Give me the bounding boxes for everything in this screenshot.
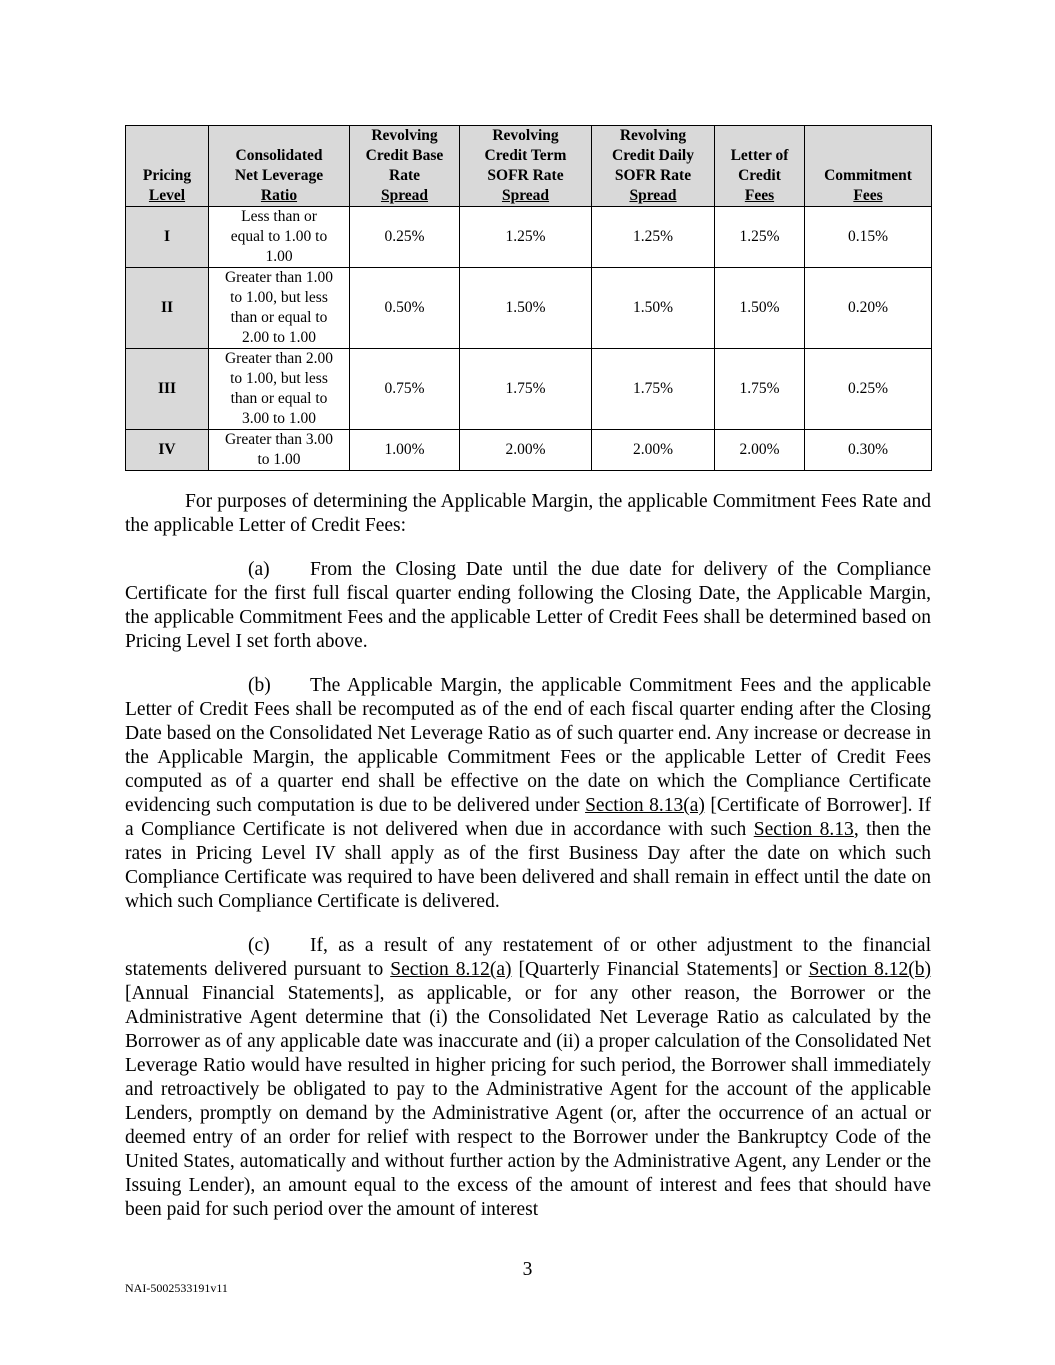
document-id: NAI-5002533191v11 [125,1281,228,1295]
paragraph-c: (c) If, as a result of any restatement of or other adjustment to the financial statements delivered pursuant to Section 8.12(a) [Quarterly Financial Statements] or Section 8.12(b) [Annual Financial Statements], as applicable, or for any other reason, the Borrower or the Administrative Agent determine that (i) the Consolidated Net Leverage Ratio as calculated by the Borrower as of any applicable date was inaccurate and (ii) a proper calculation of the Consolidated Net Leverage Ratio would have resulted in higher pricing for such period, the Borrower shall immediately and retroactively be obligated to pay to the Administrative Agent for the account of the applicable Lenders, promptly on demand by the Administrative Agent (or, after the occurrence of an actual or deemed entry of an order for relief with respect to the Borrower under the Bankruptcy Code of the United States, automatically and without further action by the Administrative Agent, any Lender or the Issuing Lender), an amount equal to the excess of the amount of interest and fees that should have been paid for such period over the amount of interest [125,935,931,1220]
table-row [126,268,932,349]
pricing-table [125,125,932,471]
pricing-level-cell: I [126,207,209,268]
letter-of-credit-fees-cell: 1.75% [715,349,805,430]
term-sofr-spread-cell: 2.00% [460,430,592,471]
ratio-cell: Greater than 2.00 to 1.00, but less than or equal to 3.00 to 1.00 [209,349,350,430]
header-daily-sofr-spread: Revolving Credit Daily SOFR Rate Spread [592,126,715,207]
header-base-rate-spread: Revolving Credit Base Rate Spread [350,126,460,207]
table-row [126,349,932,430]
term-sofr-spread-cell: 1.75% [460,349,592,430]
term-sofr-spread-cell: 1.25% [460,207,592,268]
table-header-row [126,126,932,207]
header-pricing-level: Pricing Level [126,126,209,207]
intro-paragraph: For purposes of determining the Applicable Margin, the applicable Commitment Fees Rate and the applicable Letter of Credit Fees: [125,491,931,536]
section-8-12-a-reference: Section 8.12(a) [390,959,512,980]
commitment-fees-cell: 0.25% [805,349,932,430]
daily-sofr-spread-cell: 1.50% [592,268,715,349]
page-number: 3 [522,1259,533,1280]
table-row [126,430,932,471]
letter-of-credit-fees-cell: 1.25% [715,207,805,268]
paragraph-a [125,558,931,654]
ratio-cell: Greater than 1.00 to 1.00, but less than or equal to 2.00 to 1.00 [209,268,350,349]
daily-sofr-spread-cell: 2.00% [592,430,715,471]
base-rate-spread-cell: 0.50% [350,268,460,349]
section-8-13-a-reference: Section 8.13(a) [585,795,705,816]
base-rate-spread-cell: 1.00% [350,430,460,471]
commitment-fees-cell: 0.15% [805,207,932,268]
paragraph-a-label: (a) [248,559,270,580]
base-rate-spread-cell: 0.25% [350,207,460,268]
daily-sofr-spread-cell: 1.25% [592,207,715,268]
paragraph-a-text: From the Closing Date until the due date for delivery of the Compliance Certificate for the first full fiscal quarter ending following the Closing Date, the Applicable Margin, the applicable Commitment Fees and the applicable Letter of Credit Fees shall be determined based on Pricing Level I set forth above. [125,559,931,652]
header-letter-of-credit-fees: Letter of Credit Fees [715,126,805,207]
pricing-level-cell: II [126,268,209,349]
term-sofr-spread-cell: 1.50% [460,268,592,349]
base-rate-spread-cell: 0.75% [350,349,460,430]
commitment-fees-cell: 0.20% [805,268,932,349]
letter-of-credit-fees-cell: 1.50% [715,268,805,349]
table-row [126,207,932,268]
letter-of-credit-fees-cell: 2.00% [715,430,805,471]
header-net-leverage-ratio: Consolidated Net Leverage Ratio [209,126,350,207]
header-term-sofr-spread: Revolving Credit Term SOFR Rate Spread [460,126,592,207]
ratio-cell: Greater than 3.00 to 1.00 [209,430,350,471]
pricing-level-cell: III [126,349,209,430]
section-8-13-reference: Section 8.13 [753,819,854,840]
document-body [125,490,931,1242]
daily-sofr-spread-cell: 1.75% [592,349,715,430]
paragraph-b-label: (b) [248,675,271,696]
commitment-fees-cell: 0.30% [805,430,932,471]
pricing-level-cell: IV [126,430,209,471]
ratio-cell: Less than or equal to 1.00 to 1.00 [209,207,350,268]
paragraph-b: (b) The Applicable Margin, the applicable Commitment Fees and the applicable Letter of Credit Fees shall be recomputed as of the end of each fiscal quarter ending after the Closing Date based on the Consolidated Net Leverage Ratio as of such quarter end. Any increase or decrease in the Applicable Margin, the applicable Commitment Fees or the applicable Letter of Credit Fees computed as of a quarter end shall be effective on the date on which the Compliance Certificate evidencing such computation is due to be delivered under Section 8.13(a) [Certificate of Borrower]. If a Compliance Certificate is not delivered when due in accordance with such Section 8.13, then the rates in Pricing Level IV shall apply as of the first Business Day after the date on which such Compliance Certificate was required to have been delivered and shall remain in effect until the date on which such Compliance Certificate is delivered. [125,675,932,912]
section-8-12-b-reference: Section 8.12(b) [808,959,931,980]
paragraph-c-label: (c) [248,935,270,956]
header-commitment-fees: Commitment Fees [805,126,932,207]
